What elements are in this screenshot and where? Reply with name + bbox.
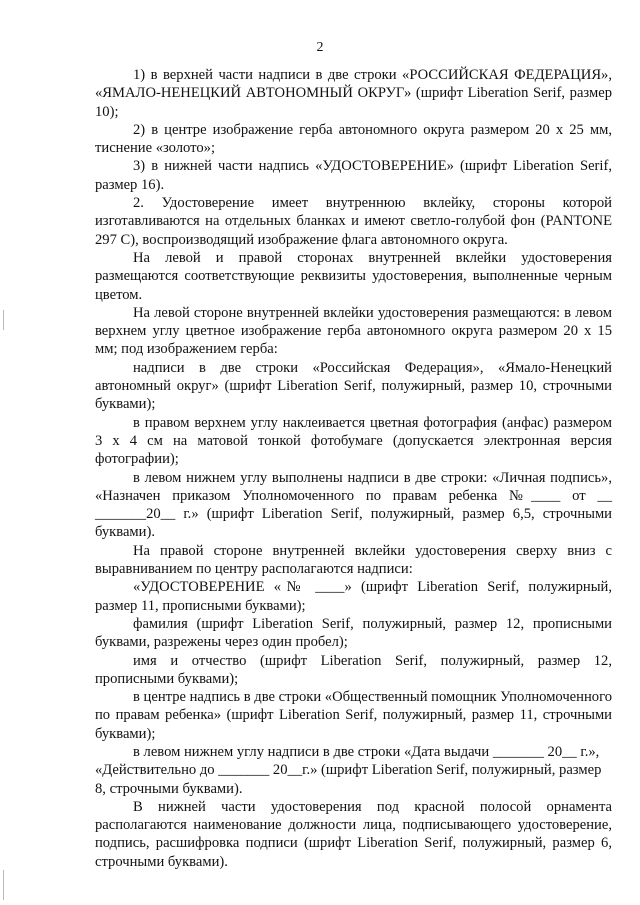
paragraph-top-inscription: 1) в верхней части надписи в две строки «РОССИЙСКАЯ ФЕДЕРАЦИЯ», «ЯМАЛО-НЕНЕЦКИЙ АВТОНОМНЫЙ ОКРУГ» (шрифт Liberation Serif, размер 10); — [95, 67, 612, 120]
paragraph-bottom-inscription: 3) в нижней части надпись «УДОСТОВЕРЕНИЕ» (шрифт Liberation Serif, размер 16). — [95, 158, 612, 193]
scan-margin-mark — [3, 310, 4, 330]
paragraph-surname: фамилия (шрифт Liberation Serif, полужирный, размер 12, прописными буквами, разрежены через один пробел); — [95, 615, 612, 651]
paragraph-photo: в правом верхнем углу наклеивается цветная фотография (анфас) размером 3 х 4 см на матовой тонкой фотобумаге (допускается электронная версия фотографии); — [95, 414, 612, 468]
paragraph-right-side: На правой стороне внутренней вклейки удостоверения сверху вниз с выравниванием по центру располагаются надписи: — [95, 542, 612, 578]
document-body — [95, 66, 612, 871]
paragraph-left-side: На левой стороне внутренней вклейки удостоверения размещаются: в левом верхнем углу цветное изображение герба автономного округа размером 20 х 15 мм; под изображением герба: — [95, 304, 612, 358]
paragraph-insert-sides: На левой и правой сторонах внутренней вклейки удостоверения размещаются соответствующие реквизиты удостоверения, выполненные черным цветом. — [95, 249, 612, 303]
paragraph-bottom-signature: В нижней части удостоверения под красной полосой орнамента располагаются наименование должности лица, подписывающего удостоверение, подпись, расшифровка подписи (шрифт Liberation Serif, полужирный, размер 6, строчными буквами). — [95, 798, 612, 870]
paragraph-center-emblem: 2) в центре изображение герба автономного округа размером 20 х 25 мм, тиснение «золото»; — [95, 121, 612, 157]
paragraph-certificate-number: «УДОСТОВЕРЕНИЕ «№ ____» (шрифт Liberation Serif, полужирный, размер 11, прописными буквами); — [95, 579, 612, 614]
paragraph-left-bottom: в левом нижнем углу выполнены надписи в две строки: «Личная подпись», «Назначен приказом Уполномоченного по правам ребенка №____ от __ _______20__ г.» (шрифт Liberation Serif, полужирный, размер 6,5, строчными буквами). — [95, 469, 612, 541]
paragraph-name: имя и отчество (шрифт Liberation Serif, полужирный, размер 12, прописными буквами); — [95, 652, 612, 687]
paragraph-center-title: в центре надпись в две строки «Общественный помощник Уполномоченного по правам ребенка» (шрифт Liberation Serif, полужирный, размер 11, строчными буквами); — [95, 689, 612, 742]
scan-margin-mark — [3, 870, 4, 900]
page-number: 2 — [316, 40, 324, 55]
paragraph-issue-dates: в левом нижнем углу надписи в две строки «Дата выдачи _______ 20__ г.», «Действительно до _______ 20__г.» (шрифт Liberation Serif, полужирный, размер 8, строчными буквами). — [95, 743, 602, 797]
paragraph-left-inscriptions: надписи в две строки «Российская Федерация», «Ямало-Ненецкий автономный округ» (шрифт Liberation Serif, полужирный, размер 10, строчными буквами); — [95, 359, 612, 413]
paragraph-inner-insert: 2. Удостоверение имеет внутреннюю вклейку, стороны которой изготавливаются на отдельных бланках и имеют светло-голубой фон (PANTONE 297 C), воспроизводящий изображение флага автономного округа. — [95, 195, 612, 248]
